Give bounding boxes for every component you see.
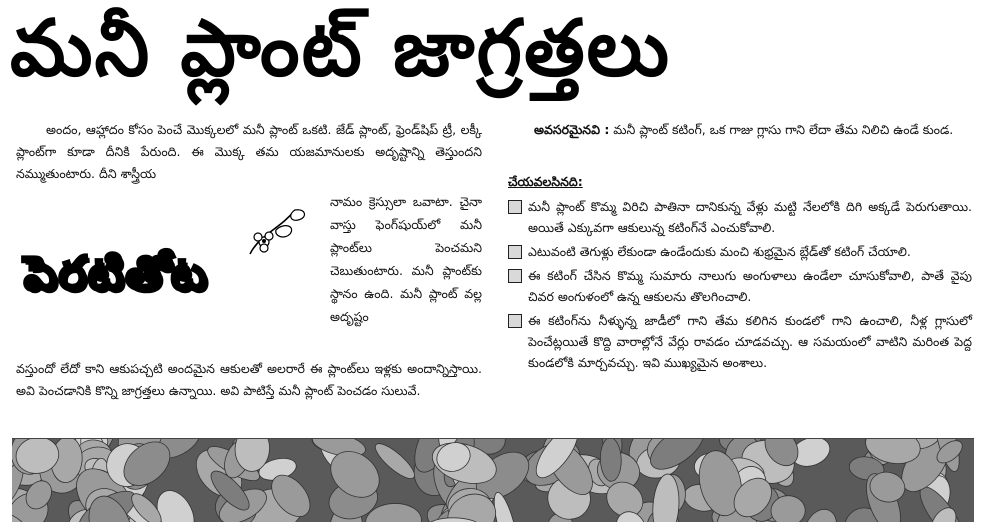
intro-paragraph: అందం, ఆహ్లాదం కోసం పెంచే మొక్కలలో మనీ ప్లాంట్ ఒకటి. జేడ్ ప్లాంట్, ఫ్రెండ్‌షిప్ ట్రీ, లక్కీ ప్లాంట్‌గా కూడా దీనికి పేరుంది. ఈ మొక్క తమ యజమానులకు అదృష్టాన్ని తెస్తుందని నమ్ముతుంటారు. దీని శాస్త్రీయ	[16, 122, 482, 181]
step-text: ఈ కటింగ్ చేసిన కొమ్మ సుమారు నాలుగు అంగుళాలు ఉండేలా చూసుకోవాలి, పాతే వైపు చివర అంగుళంలో ఉన్న ఆకులను తొలగించాలి.	[528, 268, 972, 304]
list-item	[506, 310, 972, 373]
list-item	[506, 265, 972, 307]
list-item	[506, 241, 972, 262]
column-logo-text: పెరటితోట	[24, 246, 209, 300]
todo-heading: చేయవలసినది:	[508, 174, 583, 189]
article-headline: మనీ ప్లాంట్ జాగ్రత్తలు	[10, 4, 671, 94]
steps-list	[506, 196, 972, 376]
money-plant-leaves-illustration	[12, 439, 974, 522]
step-text: ఎటువంటి తెగుళ్లు లేకుండా ఉండేందుకు మంచి శుభ్రమైన బ్లేడ్‌తో కటింగ్ చేయాలి.	[528, 244, 911, 259]
checkbox-bullet-icon	[508, 245, 522, 259]
column-logo	[18, 204, 318, 330]
checkbox-bullet-icon	[508, 314, 522, 328]
closing-paragraph: వస్తుందో లేదో కాని ఆకుపచ్చటి అందమైన ఆకులతో అలరారే ఈ ప్లాంట్‌లు ఇళ్లకు అందాన్నిస్తాయి. అవి పెంచడానికి కొన్ని జాగ్రత్తలు ఉన్నాయి. అవి పాటిస్తే మనీ ప్లాంట్ పెంచడం సులువే.	[16, 361, 482, 398]
list-item	[506, 196, 972, 238]
needed-text: మనీ ప్లాంట్ కటింగ్, ఒక గాజు గ్లాసు గాని లేదా తేమ నిలిచి ఉండే కుండ.	[609, 122, 954, 137]
checkbox-bullet-icon	[508, 200, 522, 214]
checkbox-bullet-icon	[508, 269, 522, 283]
money-plant-photo	[12, 438, 974, 522]
step-text: మనీ ప్లాంట్ కొమ్మ విరిచి పాతినా దానికున్న వేళ్లు మట్టి నేలలోకి దిగి అక్కడే పెరుగుతాయి. అయితే ఎక్కువగా ఆకులున్న కటింగ్‌నే ఎంచుకోవాలి.	[528, 199, 972, 235]
needed-paragraph	[508, 119, 970, 141]
step-text: ఈ కటింగ్‌ను నీళ్ళున్న జాడీలో గాని తేమ కలిగిన కుండలో గాని ఉంచాలి, నీళ్ల గ్లాసులో పెంచేట్లయితే కొద్ది వారాల్లోనే వేర్లు రావడం చూడవచ్చు. ఆ సమయంలో వాటిని మరింత పెద్ద కుండలోకి మార్చవచ్చు. ఇవి ముఖ్యమైన అంశాలు.	[528, 313, 972, 370]
wrap-paragraph: నామం క్రెస్సులా ఒవాటా. చైనా వాస్తు ఫెంగ్‌షుయ్‌లో మనీ ప్లాంట్‌లు పెంచమని చెబుతుంటారు. మనీ ప్లాంట్‌కు స్థానం ఉంది. మనీ ప్లాంట్ వల్ల అదృష్టం	[330, 194, 482, 324]
needed-label: అవసరమైనవి :	[534, 122, 610, 137]
